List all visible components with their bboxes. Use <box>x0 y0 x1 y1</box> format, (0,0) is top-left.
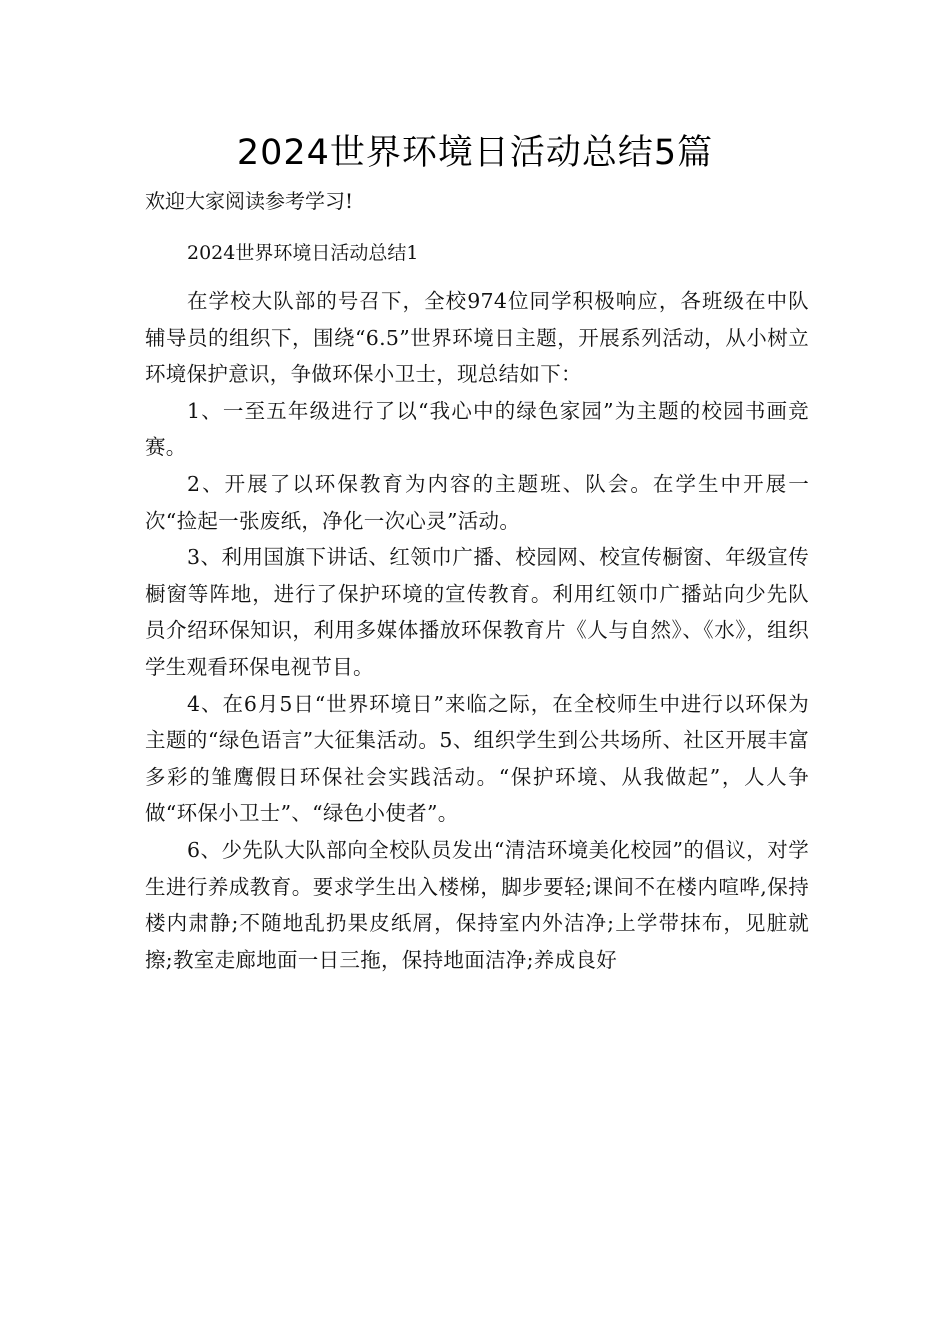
paragraph: 在学校大队部的号召下，全校974位同学积极响应，各班级在中队辅导员的组织下，围绕“6.5”世界环境日主题，开展系列活动，从小树立环境保护意识，争做环保小卫士，现总结如下： <box>145 289 809 387</box>
paragraph: 4、在6月5日“世界环境日”来临之际，在全校师生中进行以环保为主题的“绿色语言”大征集活动。5、组织学生到公共场所、社区开展丰富多彩的雏鹰假日环保社会实践活动。“保护环境、从我做起”，人人争做“环保小卫士”、“绿色小使者”。 <box>145 691 809 826</box>
document-title: 2024世界环境日活动总结5篇 <box>236 133 714 173</box>
section-title: 2024世界环境日活动总结1 <box>187 242 419 264</box>
paragraph: 2、开展了以环保教育为内容的主题班、队会。在学生中开展一次“捡起一张废纸，净化一次心灵”活动。 <box>145 471 809 533</box>
document-body <box>145 283 809 978</box>
intro-text: 欢迎大家阅读参考学习! <box>145 189 354 213</box>
paragraph: 1、一至五年级进行了以“我心中的绿色家园”为主题的校园书画竞赛。 <box>145 398 809 460</box>
paragraph: 3、利用国旗下讲话、红领巾广播、校园网、校宣传橱窗、年级宣传橱窗等阵地，进行了保护环境的宣传教育。利用红领巾广播站向少先队员介绍环保知识，利用多媒体播放环保教育片《人与自然》、《水》，组织学生观看环保电视节目。 <box>145 545 809 679</box>
paragraph: 6、少先队大队部向全校队员发出“清洁环境美化校园”的倡议，对学生进行养成教育。要求学生出入楼梯，脚步要轻;课间不在楼内喧哗,保持楼内肃静;不随地乱扔果皮纸屑，保持室内外洁净;上学带抹布，见脏就擦;教室走廊地面一日三拖，保持地面洁净;养成良好 <box>145 837 809 972</box>
